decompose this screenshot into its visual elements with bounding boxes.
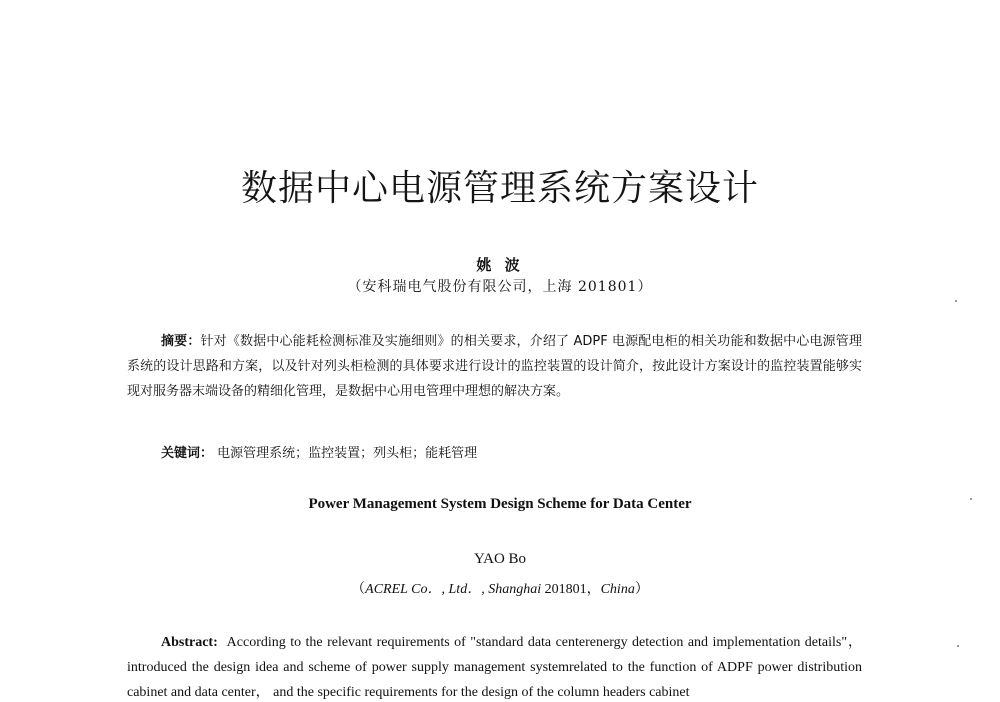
- english-author: YAO Bo: [473, 551, 527, 567]
- chinese-abstract: [127, 329, 862, 404]
- scan-speck: [955, 300, 957, 302]
- english-abstract-text: According to the relevant requirements of "standard data centerenergy detection and implementation details"，introduced the design idea and scheme of power supply management systemrelated to the function of ADPF power distribution cabinet and data center， and the specific requirements for the design of the column headers cabinet: [127, 635, 862, 700]
- chinese-abstract-text: 针对《数据中心能耗检测标准及实施细则》的相关要求，介绍了 ADPF 电源配电柜的相关功能和数据中心电源管理系统的设计思路和方案，以及针对列头柜检测的具体要求进行设计的监控装置的设计简介，按此设计方案设计的监控装置能够实现对服务器末端设备的精细化管理，是数据中心用电管理中理想的解决方案。: [127, 334, 862, 399]
- chinese-keywords-text: 电源管理系统；监控装置；列头柜；能耗管理: [217, 446, 478, 461]
- chinese-title: 数据中心电源管理系统方案设计: [240, 168, 759, 209]
- chinese-keywords-label: 关键词：: [161, 446, 214, 461]
- chinese-affiliation: （安科瑞电气股份有限公司，上海 201801）: [347, 279, 653, 295]
- english-affiliation-close: ）: [634, 582, 649, 597]
- english-affiliation-company: ACREL Co．, Ltd．, Shanghai: [365, 582, 542, 597]
- english-affiliation: [0, 578, 1000, 598]
- english-title: Power Management System Design Scheme for Data Center: [308, 496, 692, 512]
- english-affiliation-open: （: [351, 582, 366, 597]
- english-affiliation-country: China: [600, 582, 635, 597]
- english-affiliation-postcode: 201801，: [541, 582, 601, 597]
- english-abstract-label: Abstract:: [161, 635, 218, 650]
- chinese-abstract-label: 摘要：: [161, 334, 201, 349]
- scan-speck: [970, 498, 972, 500]
- chinese-author: 姚 波: [476, 256, 524, 274]
- scan-speck: [957, 645, 959, 647]
- chinese-keywords: [161, 442, 477, 461]
- english-abstract: [127, 630, 862, 702]
